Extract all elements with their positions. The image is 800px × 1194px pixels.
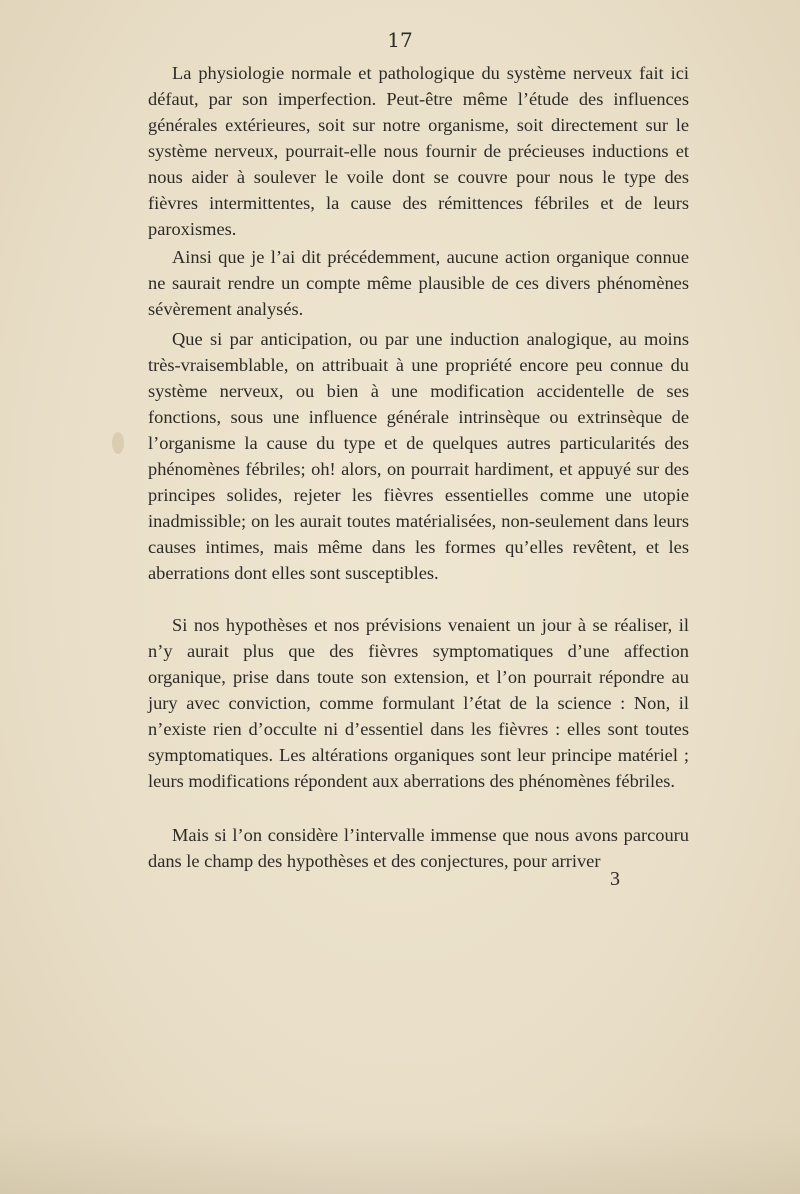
paragraph-4: Si nos hypothèses et nos prévisions venaient un jour à se réaliser, il n’y aurait plus que des fièvres symptomatiques d’une affection organique, prise dans toute son extension, et l’on pourrait répondre au jury avec conviction, comme formulant l’état de la science : Non, il n’existe rien d’occulte ni d’essentiel dans les fièvres : elles sont toutes symptomatiques. Les altérations organiques sont leur principe matériel ; leurs modifications répondent aux aberrations des phénomènes fébriles. xyxy=(148,615,689,791)
paragraph-2: Ainsi que je l’ai dit précédemment, aucune action organique connue ne saurait rendre un compte même plausible de ces divers phénomènes sévèrement analysés. xyxy=(148,247,689,319)
paper-stain xyxy=(112,432,124,454)
paragraph-1: La physiologie normale et pathologique du système nerveux fait ici défaut, par son imperfection. Peut-être même l’étude des influences générales extérieures, soit sur notre organisme, soit directement sur le système nerveux, pourrait-elle nous fournir de précieuses inductions et nous aider à soulever le voile dont se couvre pour nous le type des fièvres intermittentes, la cause des rémittences fébriles et de leurs paroxismes. xyxy=(148,63,689,239)
paragraph-5: Mais si l’on considère l’intervalle immense que nous avons parcouru dans le champ des hypothèses et des conjectures, pour arriver xyxy=(148,825,689,871)
page-number: 17 xyxy=(387,28,413,52)
page-bottom-edge xyxy=(0,1124,800,1194)
paragraph-3: Que si par anticipation, ou par une induction analogique, au moins très-vraisemblable, on attribuait à une propriété encore peu connue du système nerveux, ou bien à une modification accidentelle de ses fonctions, sous une influence générale intrinsèque ou extrinsèque de l’organisme la cause du type et de quelques autres particularités des phénomènes fébriles; oh! alors, on pourrait hardiment, et appuyé sur des principes solides, rejeter les fièvres essentielles comme une utopie inadmissible; on les aurait toutes matérialisées, non-seulement dans leurs causes intimes, mais même dans les formes qu’elles revêtent, et les aberrations dont elles sont susceptibles. xyxy=(148,329,689,583)
signature-mark: 3 xyxy=(610,868,620,890)
